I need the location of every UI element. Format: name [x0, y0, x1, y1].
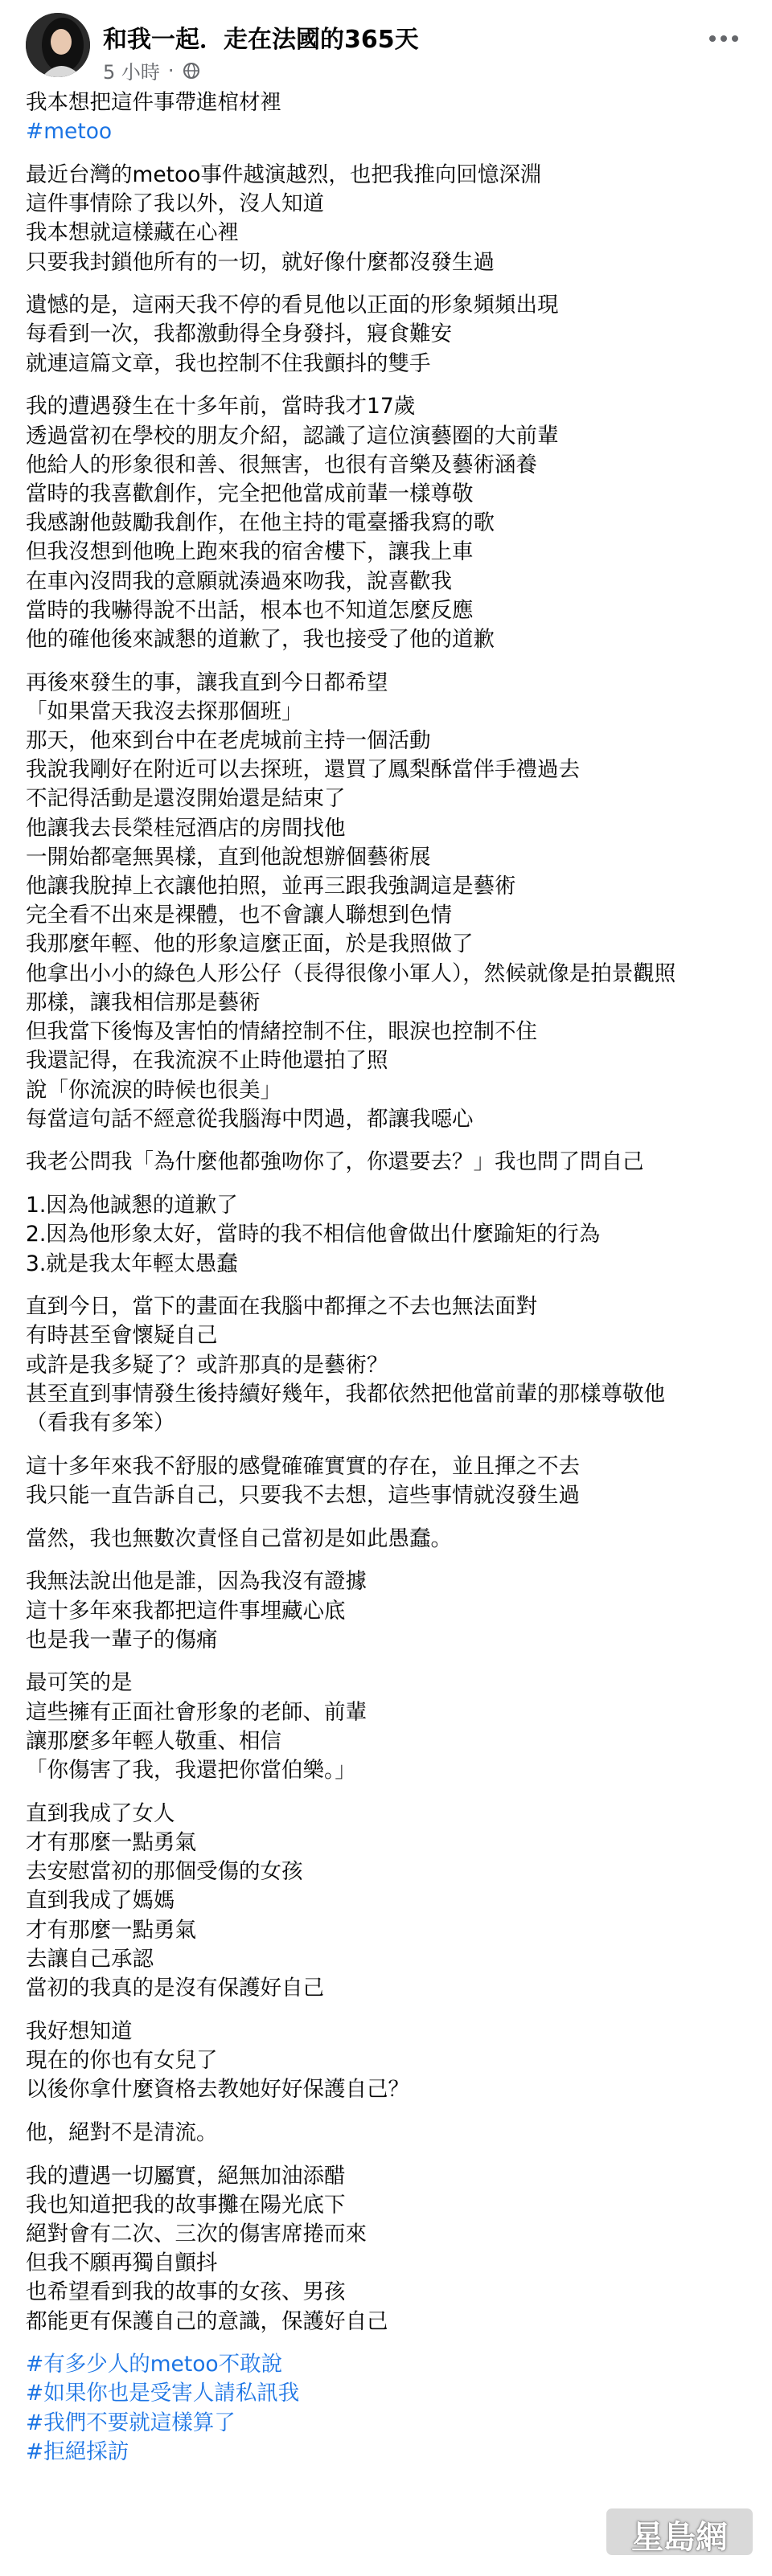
avatar-photo-icon: [26, 13, 90, 77]
post-text-line: 在車內沒問我的意願就湊過來吻我，說喜歡我: [26, 568, 452, 594]
post-paragraph: [26, 2119, 733, 2148]
post-body: [26, 88, 733, 2481]
post-paragraph: [26, 1148, 733, 1177]
post-text-line: 才有那麼一點勇氣: [26, 1829, 196, 1855]
post-text-line: 那樣，讓我相信那是藝術: [26, 989, 261, 1015]
post-text-line: 就連這篇文章，我也控制不住我顫抖的雙手: [26, 350, 431, 376]
post-text-line: 當時的我嚇得說不出話，根本也不知道怎麼反應: [26, 597, 474, 623]
post-text-line: 1.因為他誠懇的道歉了: [26, 1193, 238, 1218]
meta-separator: ·: [167, 59, 175, 82]
hashtag-list: [26, 2350, 733, 2467]
post-text-line: 當時的我喜歡創作，完全把他當成前輩一樣尊敬: [26, 481, 474, 506]
post-paragraph: [26, 2017, 733, 2105]
watermark-logo: [603, 2502, 756, 2562]
post-paragraph: [26, 669, 733, 1134]
post-paragraph: [26, 1292, 733, 1438]
post-text-line: 現在的你也有女兒了: [26, 2047, 218, 2073]
post-text-line: 有時甚至會懷疑自己: [26, 1323, 218, 1349]
post-text-line: 他讓我脫掉上衣讓他拍照，並再三跟我強調這是藝術: [26, 874, 516, 899]
post-text-line: 「如果當天我沒去探那個班」: [26, 698, 303, 724]
post-text-line: 每當這句話不經意從我腦海中閃過，都讓我噁心: [26, 1106, 474, 1132]
post-text-line: 但我不願再獨自顫抖: [26, 2250, 218, 2276]
post-text-line: 當初的我真的是沒有保護好自己: [26, 1975, 324, 2001]
post-text-line: 我無法說出他是誰，因為我沒有證據: [26, 1569, 367, 1595]
post-text-line: 直到我成了女人: [26, 1800, 175, 1826]
post-text-line: 透過當初在學校的朋友介紹，認識了這位演藝圈的大前輩: [26, 423, 559, 448]
post-text-line: 我本想把這件事帶進棺材裡: [26, 90, 281, 115]
globe-icon[interactable]: [183, 62, 200, 80]
post-text-line: 遺憾的是，這兩天我不停的看見他以正面的形象頻頻出現: [26, 293, 559, 318]
post-text-line: 每看到一次，我都激動得全身發抖，寢食難安: [26, 321, 452, 347]
post-paragraph: [26, 1567, 733, 1655]
hashtag-link[interactable]: #有多少人的metoo不敢說: [26, 2352, 283, 2377]
post-paragraph: [26, 1452, 733, 1510]
post-text-line: 也希望看到我的故事的女孩、男孩: [26, 2279, 346, 2305]
post-text-line: 這件事情除了我以外，沒人知道: [26, 191, 324, 217]
watermark-text: 星島網: [631, 2519, 728, 2556]
post-text-line: 我的遭遇發生在十多年前，當時我才17歲: [26, 394, 416, 420]
post-text-line: 我的遭遇一切屬實，絕無加油添醋: [26, 2163, 346, 2189]
post-text-line: 再後來發生的事，讓我直到今日都希望: [26, 670, 388, 695]
post-text-line: 我那麼年輕、他的形象這麼正面，於是我照做了: [26, 932, 474, 957]
post-text-line: 一開始都毫無異樣，直到他說想辦個藝術展: [26, 844, 431, 870]
more-horizontal-icon: [708, 34, 740, 43]
post-text-line: 這十多年來我都把這件事埋藏心底: [26, 1598, 346, 1624]
post-text-line: 他，絕對不是清流。: [26, 2119, 218, 2145]
hashtag-link[interactable]: #拒絕採訪: [26, 2439, 129, 2464]
post-text-line: 絕對會有二次、三次的傷害席捲而來: [26, 2221, 367, 2246]
post-text-line: （看我有多笨）: [26, 1411, 175, 1436]
post-paragraph: [26, 1191, 733, 1279]
post-text-line: 2.因為他形象太好，當時的我不相信他會做出什麼踰矩的行為: [26, 1222, 601, 1247]
hashtag-link[interactable]: #我們不要就這樣算了: [26, 2410, 236, 2435]
hashtag-link[interactable]: #如果你也是受害人請私訊我: [26, 2381, 300, 2406]
post-paragraph: [26, 1669, 733, 1785]
post-paragraph: [26, 88, 733, 146]
post-text-line: 說「你流淚的時候也很美」: [26, 1077, 281, 1103]
post-text-line: 完全看不出來是裸體，也不會讓人聯想到色情: [26, 903, 452, 928]
post-text-line: 當然，我也無數次責怪自己當初是如此愚蠢。: [26, 1526, 452, 1551]
post-text-line: 也是我一輩子的傷痛: [26, 1627, 218, 1652]
post-text-line: 不記得活動是還沒開始還是結束了: [26, 786, 346, 812]
post-text-line: 這些擁有正面社會形象的老師、前輩: [26, 1699, 367, 1725]
post-text-line: 我還記得，在我流淚不止時他還拍了照: [26, 1048, 388, 1074]
post-text-line: 最近台灣的metoo事件越演越烈，也把我推向回憶深淵: [26, 162, 542, 187]
post-paragraph: [26, 2162, 733, 2336]
post-text-line: 我也知道把我的故事攤在陽光底下: [26, 2192, 346, 2218]
post-text-line: 他讓我去長榮桂冠酒店的房間找他: [26, 815, 346, 841]
post-text-line: 他給人的形象很和善、很無害，也很有音樂及藝術涵養: [26, 452, 537, 477]
post-text-line: 甚至直到事情發生後持續好幾年，我都依然把他當前輩的那樣尊敬他: [26, 1381, 665, 1407]
post-paragraph: [26, 161, 733, 277]
avatar[interactable]: [26, 13, 90, 77]
post-text-line: 都能更有保護自己的意識，保護好自己: [26, 2308, 388, 2334]
post-text-line: 去讓自己承認: [26, 1946, 154, 1972]
post-paragraph: [26, 1525, 733, 1554]
post-text-line: 他的確他後來誠懇的道歉了，我也接受了他的道歉: [26, 626, 495, 652]
hashtag-link[interactable]: #metoo: [26, 119, 113, 145]
post-text-line: 我好想知道: [26, 2018, 133, 2044]
post-text-line: 我說我剛好在附近可以去探班，還買了鳳梨酥當伴手禮過去: [26, 757, 580, 783]
post-paragraph: [26, 392, 733, 654]
post-text-line: 我本想就這樣藏在心裡: [26, 220, 239, 246]
post-author-name[interactable]: 和我一起．走在法國的365天: [103, 26, 419, 54]
post-paragraph: [26, 1800, 733, 2003]
post-text-line: 讓那麼多年輕人敬重、相信: [26, 1728, 281, 1754]
post-text-line: 我老公問我「為什麼他都強吻你了，你還要去？」我也問了問自己: [26, 1149, 644, 1175]
post-text-line: 但我當下後悔及害怕的情緒控制不住，眼淚也控制不住: [26, 1019, 537, 1045]
post-text-line: 去安慰當初的那個受傷的女孩: [26, 1859, 303, 1885]
post-text-line: 他拿出小小的綠色人形公仔（長得很像小軍人），然候就像是拍景觀照: [26, 960, 676, 986]
post-text-line: 才有那麼一點勇氣: [26, 1917, 196, 1943]
post-text-line: 或許是我多疑了？或許那真的是藝術？: [26, 1352, 388, 1378]
more-options-button[interactable]: [706, 21, 741, 56]
post-text-line: 以後你拿什麼資格去教她好好保護自己？: [26, 2077, 409, 2103]
post-text-line: 那天，他來到台中在老虎城前主持一個活動: [26, 728, 431, 754]
post-text-line: 這十多年來我不舒服的感覺確確實實的存在，並且揮之不去: [26, 1453, 580, 1479]
post-text-line: 只要我封鎖他所有的一切，就好像什麼都沒發生過: [26, 249, 495, 275]
post-header: [26, 13, 749, 84]
post-text-line: 但我沒想到他晚上跑來我的宿舍樓下，讓我上車: [26, 539, 474, 565]
post-text-line: 直到我成了媽媽: [26, 1888, 175, 1914]
post-text-line: 我只能一直告訴自己，只要我不去想，這些事情就沒發生過: [26, 1482, 580, 1508]
post-text-line: 3.就是我太年輕太愚蠢: [26, 1251, 238, 1276]
post-text-line: 最可笑的是: [26, 1670, 133, 1696]
post-text-line: 我感謝他鼓勵我創作，在他主持的電臺播我寫的歌: [26, 510, 495, 536]
post-text-line: 「你傷害了我，我還把你當伯樂。」: [26, 1758, 356, 1784]
post-meta: [103, 56, 200, 84]
post-timestamp[interactable]: 5 小時: [103, 61, 160, 84]
post-paragraph: [26, 291, 733, 379]
post-text-line: 直到今日，當下的畫面在我腦中都揮之不去也無法面對: [26, 1294, 537, 1320]
